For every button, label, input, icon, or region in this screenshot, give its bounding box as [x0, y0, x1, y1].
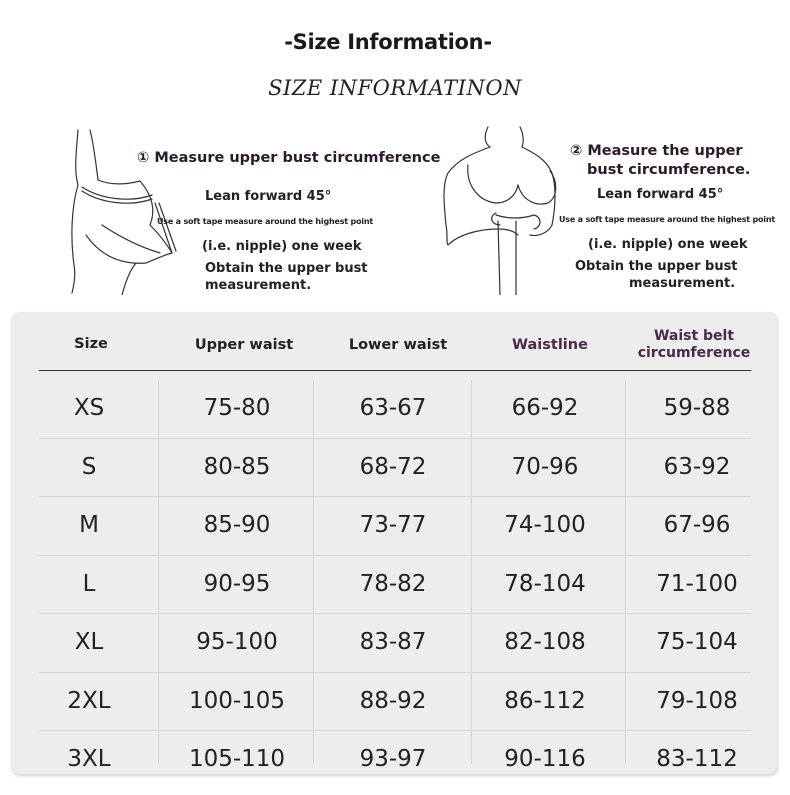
- measurement-cell: 88-92: [359, 687, 427, 714]
- step1-line5: measurement.: [205, 278, 312, 293]
- page-title: -Size Information-: [284, 30, 492, 54]
- header-upper-waist: Upper waist: [194, 337, 294, 353]
- table-row: [39, 673, 751, 732]
- measurement-cell: 67-96: [663, 512, 731, 538]
- step1-line4: Obtain the upper bust: [205, 261, 368, 276]
- step2-line4: Obtain the upper bust: [575, 259, 738, 274]
- step2-line3: (i.e. nipple) one week: [588, 237, 748, 252]
- size-table: [11, 312, 777, 774]
- measurement-cell: 63-67: [359, 395, 427, 421]
- page-subtitle: SIZE INFORMATINON: [268, 76, 522, 100]
- step1-line2: Use a soft tape measure around the highest point: [157, 217, 373, 226]
- measurement-cell: 59-88: [663, 395, 731, 421]
- measurement-cell: 75-104: [656, 629, 738, 655]
- step2-title-line-a: ② Measure the upper: [570, 143, 743, 159]
- header-lower-waist: Lower waist: [348, 337, 448, 353]
- size-cell: S: [81, 453, 97, 480]
- table-header: [39, 330, 751, 371]
- measurement-cell: 100-105: [188, 687, 286, 714]
- step2-line5: measurement.: [629, 276, 736, 291]
- header-size: Size: [74, 336, 108, 352]
- measurement-cell: 74-100: [504, 512, 586, 538]
- measurement-cell: 70-96: [511, 453, 579, 480]
- table-row: [39, 731, 751, 789]
- header-circumference: circumference: [637, 345, 751, 361]
- header-waistline: Waistline: [512, 337, 588, 353]
- table-row: [39, 497, 751, 556]
- table-row: [39, 556, 751, 615]
- table-row: [39, 439, 751, 498]
- upper-bust-illustration-right: [438, 125, 573, 295]
- size-cell: M: [79, 512, 99, 538]
- measurement-cell: 90-116: [504, 746, 586, 772]
- measurement-cell: 86-112: [504, 687, 586, 714]
- size-cell: L: [82, 570, 96, 597]
- measurement-cell: 68-72: [359, 453, 427, 480]
- measurement-cell: 75-80: [203, 395, 271, 421]
- measurement-cell: 79-108: [656, 687, 738, 714]
- measurement-cell: 78-82: [359, 570, 427, 597]
- step1-line1: Lean forward 45°: [205, 189, 332, 204]
- measurement-cell: 93-97: [359, 746, 427, 772]
- step2-title-line-b: bust circumference.: [587, 162, 751, 178]
- table-row: [39, 614, 751, 673]
- measurement-cell: 90-95: [203, 570, 271, 597]
- size-cell: XL: [74, 629, 104, 655]
- measurement-cell: 82-108: [504, 629, 586, 655]
- measurement-cell: 83-87: [359, 629, 427, 655]
- table-row: [39, 380, 751, 439]
- step2-line2: Use a soft tape measure around the highest point: [559, 215, 775, 224]
- step2-line1: Lean forward 45°: [597, 187, 724, 202]
- measurement-cell: 85-90: [203, 512, 271, 538]
- step1-line3: (i.e. nipple) one week: [202, 239, 362, 254]
- measurement-cell: 73-77: [359, 512, 427, 538]
- measurement-cell: 78-104: [504, 570, 586, 597]
- header-waist-belt: Waist belt: [653, 328, 735, 344]
- measurement-cell: 66-92: [511, 395, 579, 421]
- measurement-cell: 63-92: [663, 453, 731, 480]
- measurement-cell: 71-100: [656, 570, 738, 597]
- measurement-cell: 83-112: [656, 746, 738, 772]
- table-body: [39, 380, 751, 789]
- size-cell: 2XL: [67, 687, 111, 714]
- measurement-cell: 95-100: [196, 629, 278, 655]
- size-cell: XS: [73, 395, 105, 421]
- measurement-cell: 80-85: [203, 453, 271, 480]
- step1-title: ① Measure upper bust circumference: [137, 150, 441, 166]
- measurement-cell: 105-110: [188, 746, 286, 772]
- size-cell: 3XL: [67, 746, 111, 772]
